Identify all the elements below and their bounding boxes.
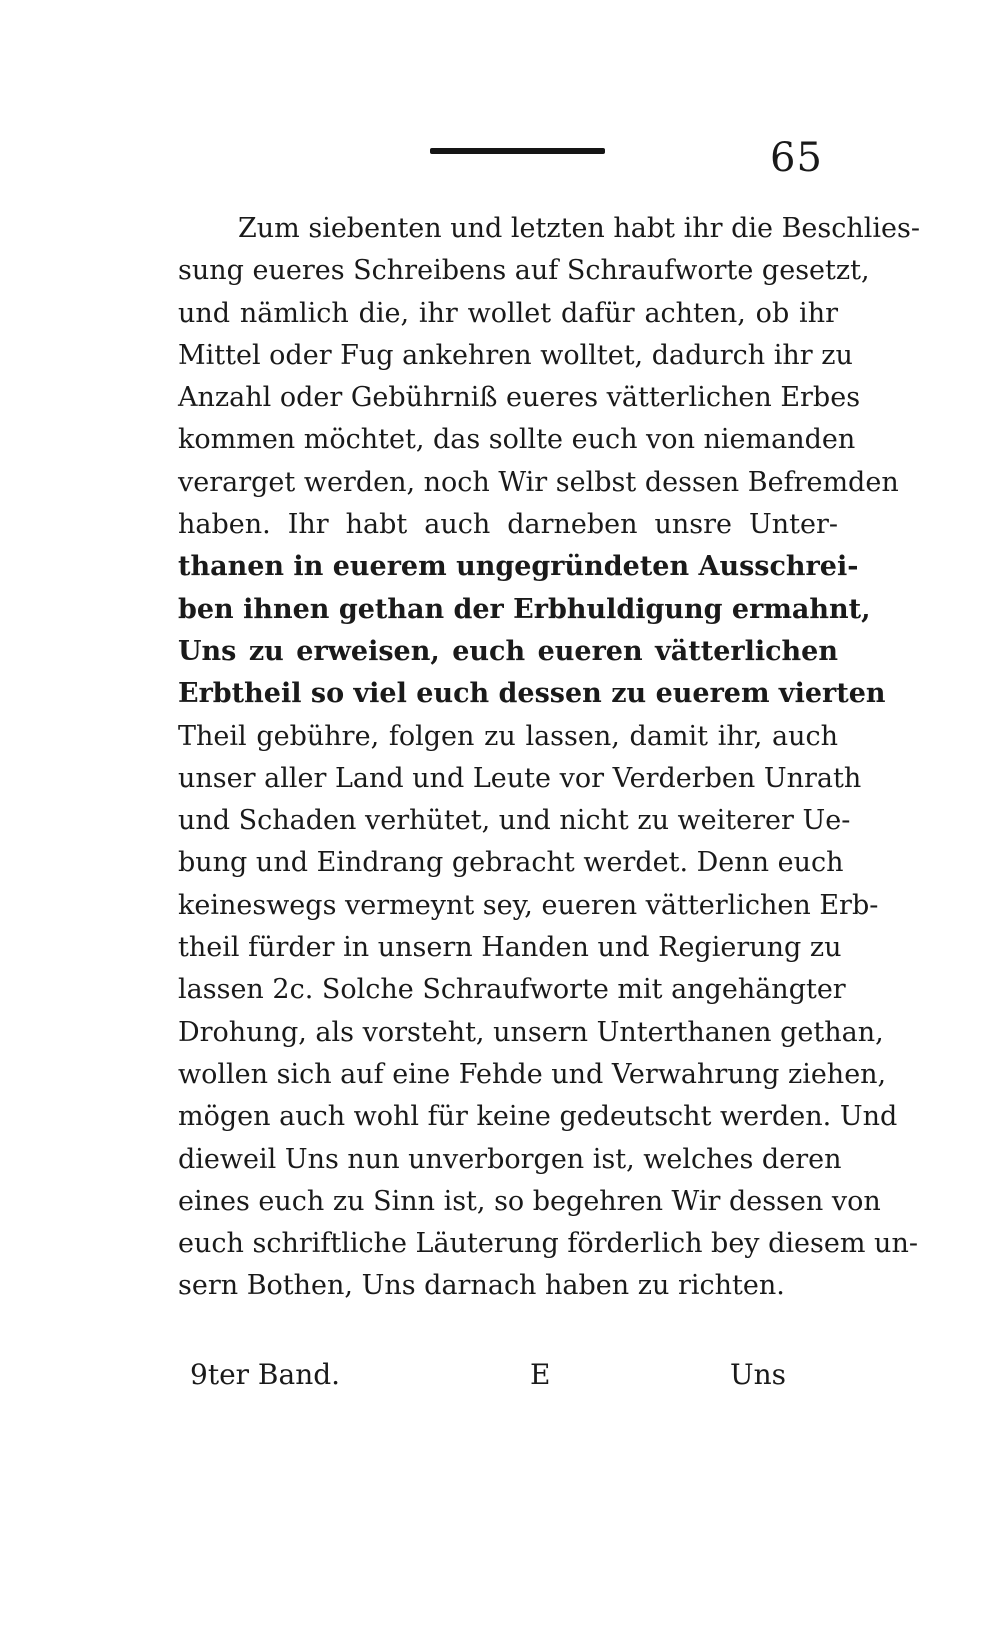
body-text xyxy=(178,208,921,1308)
text-line: sern Bothen, Uns darnach haben zu richten. xyxy=(178,1270,785,1302)
text-line: Zum siebenten und letzten habt ihr die Beschlies- xyxy=(238,213,921,244)
text-line: Anzahl oder Gebührniß eueres vätterlichen Erbes xyxy=(178,382,861,414)
text-line: euch schriftliche Läuterung förderlich bey diesem un- xyxy=(178,1228,918,1260)
text-line: Mittel oder Fug ankehren wolltet, dadurch ihr zu xyxy=(178,339,853,371)
catchword: Uns xyxy=(730,1358,786,1391)
text-line: thanen in euerem ungegründeten Ausschrei- xyxy=(178,551,859,583)
text-line: keineswegs vermeynt sey, eueren vätterlichen Erb- xyxy=(178,889,879,921)
page-footer xyxy=(178,1355,798,1395)
text-line: theil fürder in unsern Handen und Regierung zu xyxy=(178,932,842,964)
text-line: und nämlich die, ihr wollet dafür achten, ob ihr xyxy=(178,297,838,329)
volume-label: 9ter Band. xyxy=(190,1358,341,1391)
text-line: Theil gebühre, folgen zu lassen, damit ihr, auch xyxy=(178,720,838,752)
text-line: ben ihnen gethan der Erbhuldigung ermahnt, xyxy=(178,593,871,625)
text-line: Uns zu erweisen, euch eueren vätterlichen xyxy=(178,635,838,667)
header-rule xyxy=(430,148,605,154)
text-line: bung und Eindrang gebracht werdet. Denn euch xyxy=(178,847,844,879)
text-line: lassen 2c. Solche Schraufworte mit angehängter xyxy=(178,974,846,1006)
text-line: Drohung, als vorsteht, unsern Unterthanen gethan, xyxy=(178,1016,884,1048)
text-line: mögen auch wohl für keine gedeutscht werden. Und xyxy=(178,1101,898,1133)
signature-mark: E xyxy=(530,1358,551,1391)
text-line: verarget werden, noch Wir selbst dessen Befremden xyxy=(178,466,899,498)
text-line: sung eueres Schreibens auf Schraufworte gesetzt, xyxy=(178,255,870,287)
text-line: wollen sich auf eine Fehde und Verwahrung ziehen, xyxy=(178,1058,887,1090)
text-line: eines euch zu Sinn ist, so begehren Wir dessen von xyxy=(178,1185,881,1217)
text-line: Erbtheil so viel euch dessen zu euerem vierten xyxy=(178,678,886,710)
text-line: kommen möchtet, das sollte euch von niemanden xyxy=(178,424,856,456)
text-line: und Schaden verhütet, und nicht zu weiterer Ue- xyxy=(178,805,851,837)
text-line: dieweil Uns nun unverborgen ist, welches deren xyxy=(178,1143,842,1175)
page-number: 65 xyxy=(770,135,823,181)
text-line: unser aller Land und Leute vor Verderben Unrath xyxy=(178,762,862,794)
text-line: haben. Ihr habt auch darneben unsre Unter- xyxy=(178,509,838,541)
